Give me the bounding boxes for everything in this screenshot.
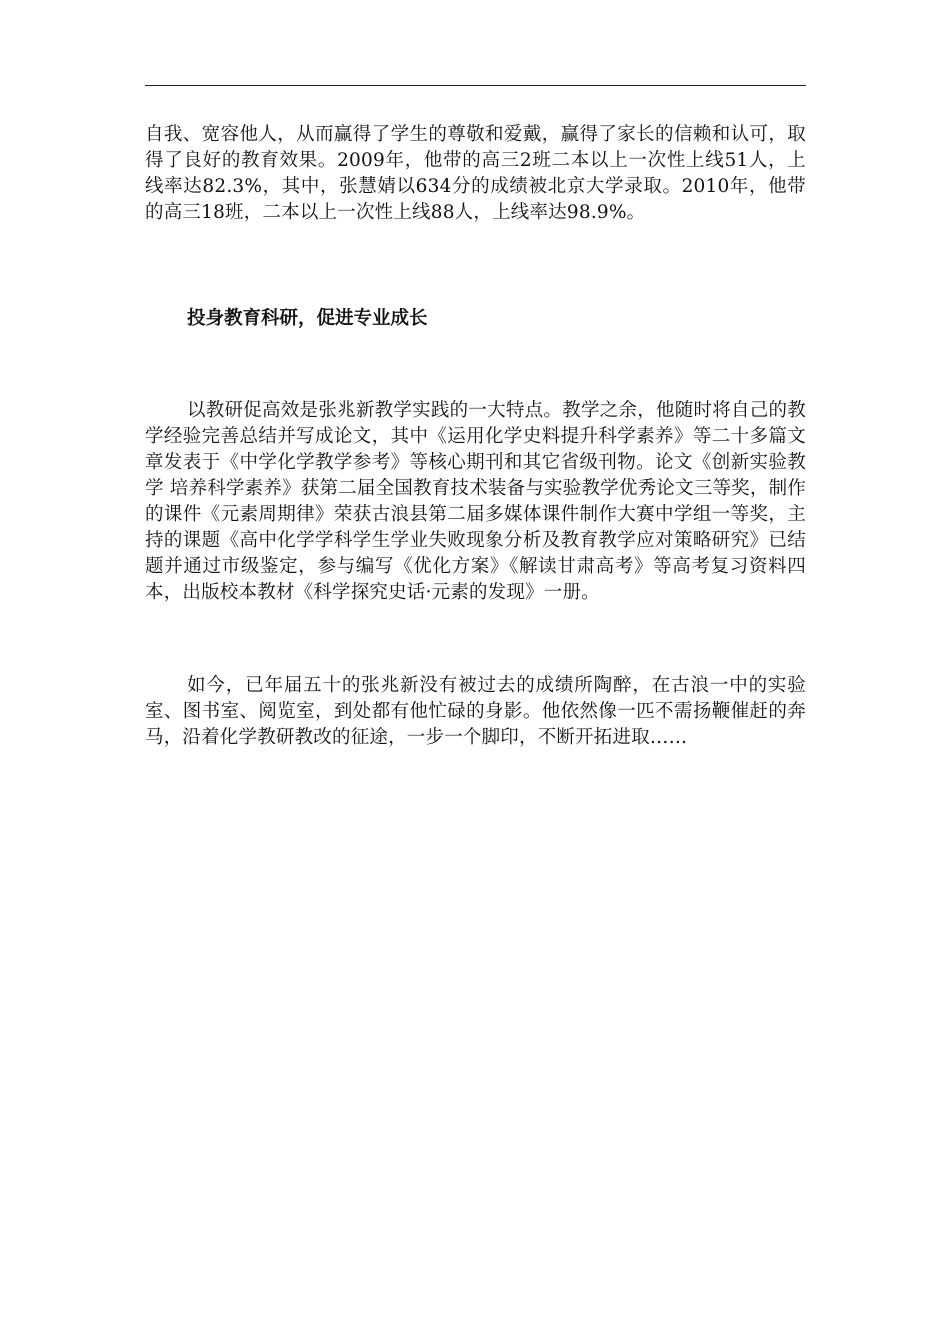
paragraph-closing: 如今，已年届五十的张兆新没有被过去的成绩所陶醉，在古浪一中的实验室、图书室、阅览室，到处都有他忙碌的身影。他依然像一匹不需扬鞭催赶的奔马，沿着化学教研教改的征途，一步一个脚印，不断开拓进取…… xyxy=(145,675,806,748)
document-body xyxy=(145,122,806,751)
spacer xyxy=(145,606,806,673)
header-rule xyxy=(145,85,806,86)
paragraph-continuation: 自我、宽容他人，从而赢得了学生的尊敬和爱戴，赢得了家长的信赖和认可，取得了良好的教育效果。2009年，他带的高三2班二本以上一次性上线51人，上线率达82.3%，其中，张慧婧以634分的成绩被北京大学录取。2010年，他带的高三18班，二本以上一次性上线88人，上线率达98.9%。 xyxy=(145,124,806,223)
spacer xyxy=(145,332,806,398)
section-heading: 投身教育科研，促进专业成长 xyxy=(187,308,428,329)
paragraph-research: 以教研促高效是张兆新教学实践的一大特点。教学之余，他随时将自己的教学经验完善总结并写成论文，其中《运用化学史料提升科学素养》等二十多篇文章发表于《中学化学教学参考》等核心期刊和其它省级刊物。论文《创新实验教学 培养科学素养》获第二届全国教育技术装备与实验教学优秀论文三等奖，制作的课件《元素周期律》荣获古浪县第二届多媒体课件制作大赛中学组一等奖，主持的课题《高中化学学科学生学业失败现象分析及教育教学应对策略研究》已结题并通过市级鉴定，参与编写《优化方案》《解读甘肃高考》等高考复习资料四本，出版校本教材《科学探究史话·元素的发现》一册。 xyxy=(145,400,806,603)
spacer xyxy=(145,226,806,306)
